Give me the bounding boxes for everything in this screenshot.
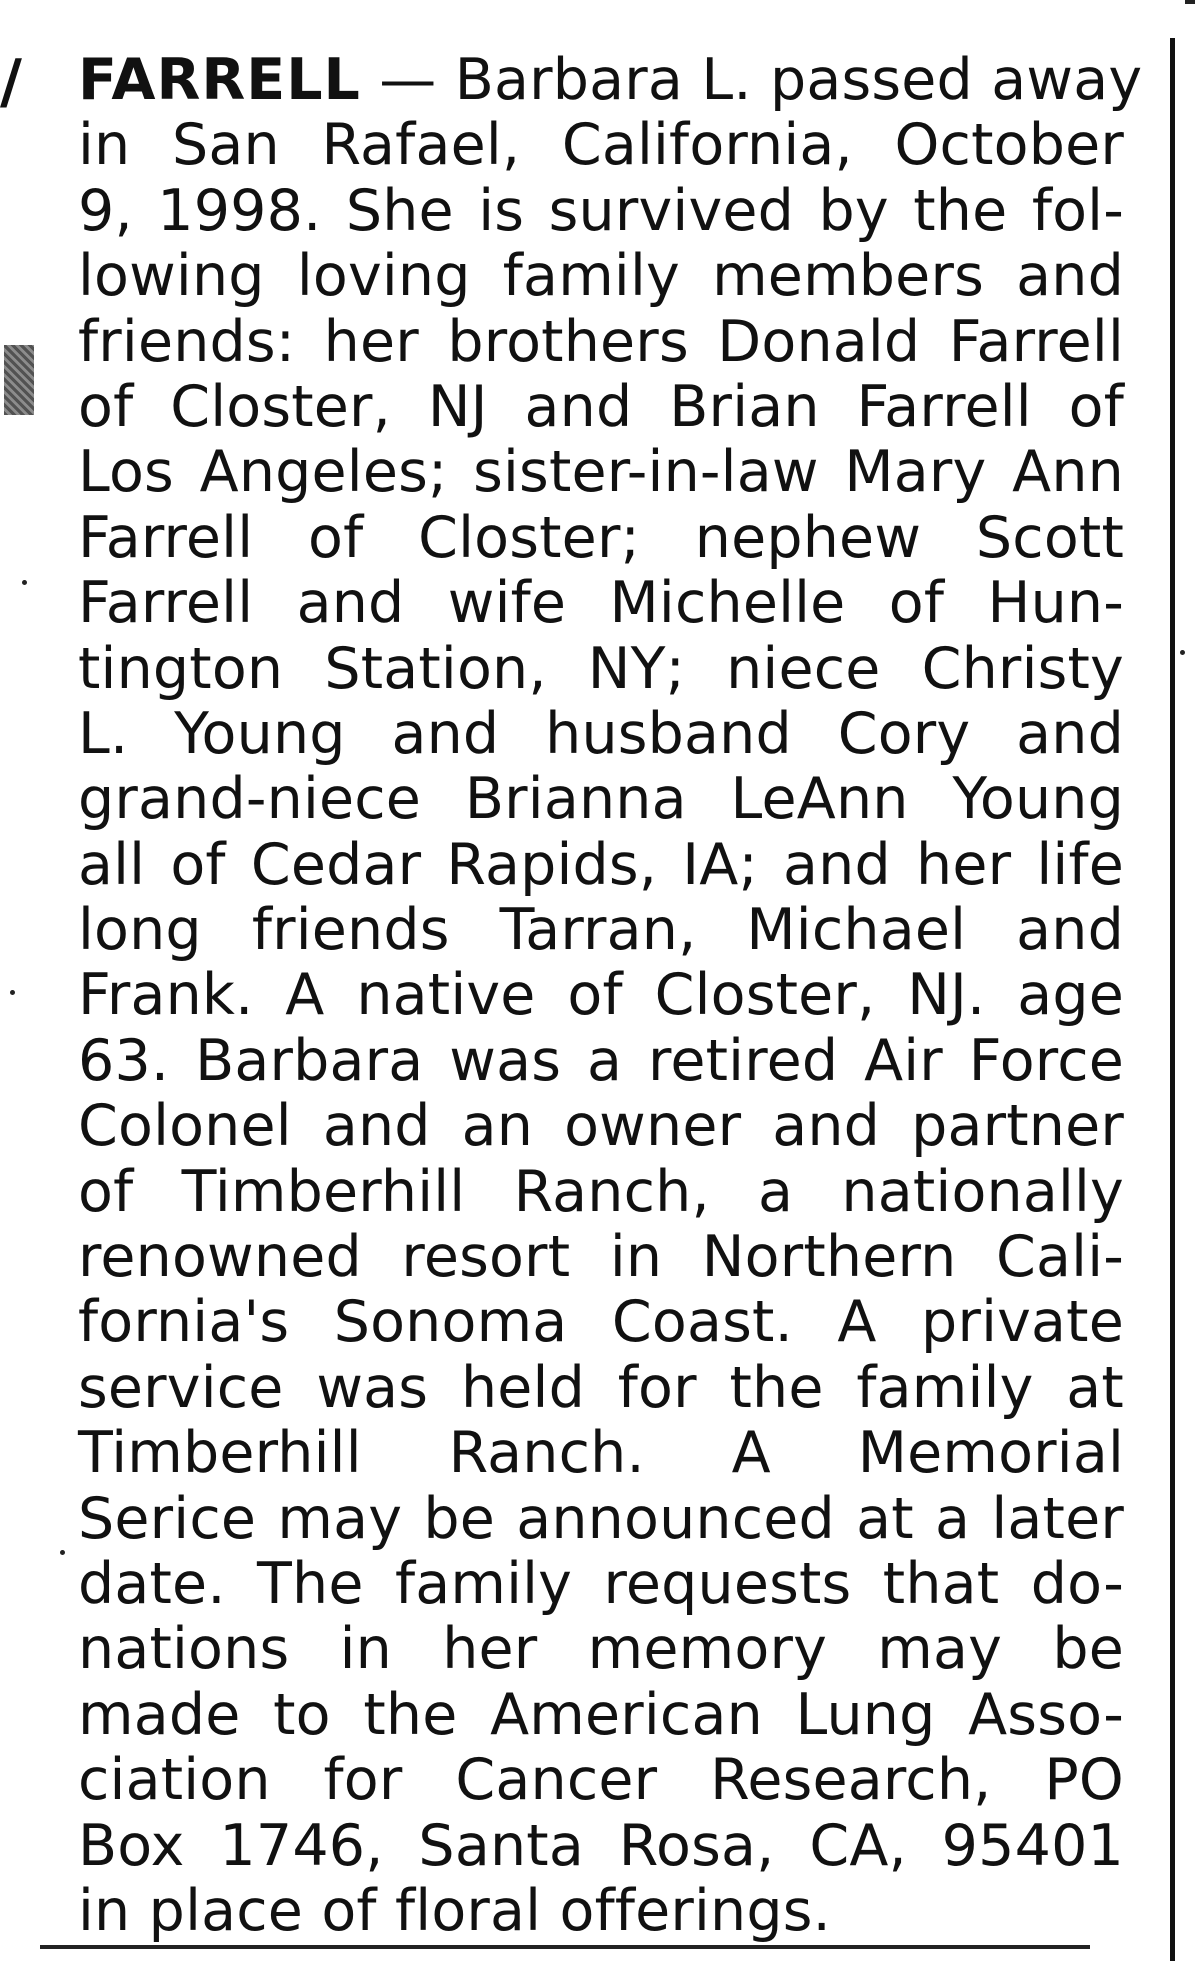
obituary-line: long friends Tarran, Michael and [78, 897, 1124, 964]
obituary-line: of Closter, NJ and Brian Farrell of [78, 373, 1124, 440]
scan-speck [60, 1550, 65, 1555]
scan-blot [4, 345, 34, 415]
obituary-line: Colonel and an owner and partner [78, 1093, 1124, 1160]
obituary-line: L. Young and husband Cory and [78, 700, 1124, 767]
obituary-surname: FARRELL [78, 47, 361, 113]
obituary-line-text: — Barbara L. passed away [379, 47, 1143, 113]
obituary-line: tington Station, NY; niece Christy [78, 635, 1124, 702]
obituary-line: Box 1746, Santa Rosa, CA, 95401 [78, 1812, 1124, 1879]
obituary-text [78, 47, 1143, 1944]
obituary-line: date. The family requests that do- [78, 1550, 1124, 1617]
obituary-line: service was held for the family at [78, 1354, 1124, 1421]
obituary-line: Serice may be announced at a later [78, 1485, 1124, 1552]
obituary-line: all of Cedar Rapids, IA; and her life [78, 831, 1124, 898]
column-rule-right [1170, 38, 1175, 1961]
scan-speck [10, 990, 15, 995]
obituary-line: nations in her memory may be [78, 1616, 1124, 1683]
column-rule-bottom [40, 1945, 1090, 1949]
obituary-line: 63. Barbara was a retired Air Force [78, 1027, 1124, 1094]
obituary-line: Timberhill Ranch. A Memorial [78, 1420, 1124, 1487]
obituary-line: renowned resort in Northern Cali- [78, 1224, 1124, 1291]
scan-speck [1180, 650, 1185, 655]
obituary-line: Farrell and wife Michelle of Hun- [78, 570, 1124, 637]
scan-speck [22, 580, 27, 585]
obituary-line: in place of floral offerings. [78, 1877, 831, 1944]
obituary-line: friends: her brothers Donald Farrell [78, 308, 1124, 375]
obituary-line: of Timberhill Ranch, a nationally [78, 1158, 1124, 1225]
obituary-line: in San Rafael, California, October [78, 112, 1124, 179]
obituary-line: made to the American Lung Asso- [78, 1681, 1124, 1748]
obituary-line: fornia's Sonoma Coast. A private [78, 1289, 1124, 1356]
scan-speck [1185, 0, 1195, 4]
obituary-line: 9, 1998. She is survived by the fol- [78, 177, 1124, 244]
obituary-line: grand-niece Brianna LeAnn Young [78, 766, 1124, 833]
pen-check-mark: / [0, 47, 22, 117]
obituary-line: Frank. A native of Closter, NJ. age [78, 962, 1124, 1029]
obituary-line: Los Angeles; sister-in-law Mary Ann [78, 439, 1124, 506]
obituary-line [78, 47, 1143, 113]
obituary-line: ciation for Cancer Research, PO [78, 1747, 1124, 1814]
obituary-line: lowing loving family members and [78, 243, 1124, 310]
obituary-line: Farrell of Closter; nephew Scott [78, 504, 1124, 571]
